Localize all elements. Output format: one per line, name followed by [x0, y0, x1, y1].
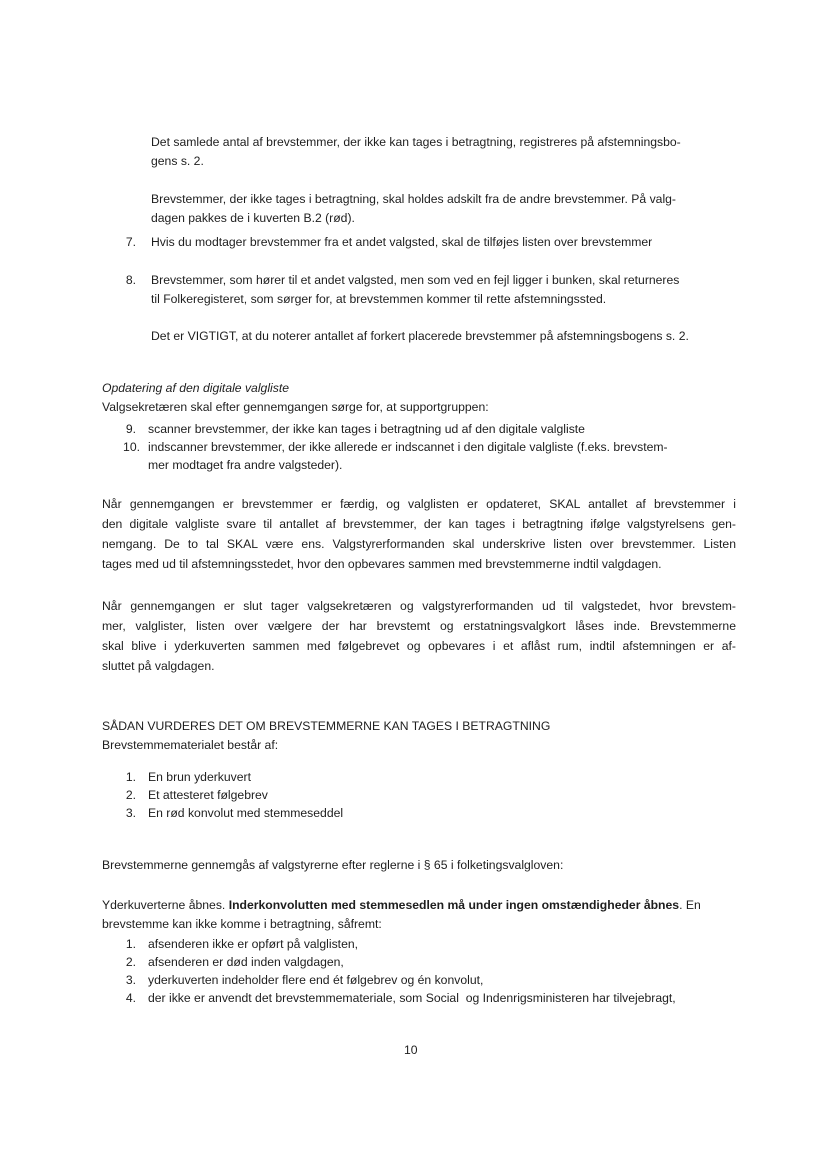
page-number: 10	[404, 1043, 418, 1057]
list-number: 2.	[125, 788, 136, 802]
list-item-text: En rød konvolut med stemmeseddel	[148, 806, 344, 820]
list-item-text: indscanner brevstemmer, der ikke allerede er indscannet i den digitale valgliste (f.eks. brevstem-	[148, 440, 668, 454]
paragraph-line: brevstemme kan ikke komme i betragtning, såfremt:	[102, 917, 382, 931]
list-number: 2.	[125, 955, 136, 969]
paragraph-text: . En	[679, 898, 701, 912]
paragraph-line: skal blive i yderkuverten sammen med følgebrevet og opbevares i et aflåst rum, indtil afstemningen er af-	[102, 639, 736, 653]
paragraph-line: tages med ud til afstemningsstedet, hvor den opbevares sammen med brevstemmerne indtil valgdagen.	[102, 557, 662, 571]
list-number: 7.	[125, 235, 136, 249]
list-item-text: afsenderen er død inden valgdagen,	[148, 955, 344, 969]
paragraph-line	[102, 896, 701, 915]
paragraph-line: Brevstemmer, der ikke tages i betragtning, skal holdes adskilt fra de andre brevstemmer. På valg-	[151, 192, 676, 206]
paragraph-line: Når gennemgangen er slut tager valgsekretæren og valgstyrerformanden ud til valgstedet, hvor brevstem-	[102, 599, 736, 613]
bold-warning: Inderkonvolutten med stemmesedlen må under ingen omstændigheder åbnes	[228, 898, 680, 912]
list-item-text: Et attesteret følgebrev	[148, 788, 268, 802]
list-item-text: Hvis du modtager brevstemmer fra et andet valgsted, skal de tilføjes listen over brevstemmer	[151, 235, 653, 249]
section-intro: Valgsekretæren skal efter gennemgangen sørge for, at supportgruppen:	[102, 400, 489, 414]
list-number: 3.	[125, 973, 136, 987]
paragraph-line: Det er VIGTIGT, at du noterer antallet af forkert placerede brevstemmer på afstemningsbogens s. 2.	[151, 329, 689, 343]
list-number: 4.	[125, 991, 136, 1005]
list-number: 8.	[125, 273, 136, 287]
list-number: 3.	[125, 806, 136, 820]
paragraph-line: den digitale valgliste svare til antallet af brevstemmer, der kan tages i betragtning ifølge valgstyrelsens gen-	[102, 517, 736, 531]
paragraph-line: Brevstemmerne gennemgås af valgstyrerne efter reglerne i § 65 i folketingsvalgloven:	[102, 858, 564, 872]
list-item-text: scanner brevstemmer, der ikke kan tages i betragtning ud af den digitale valgliste	[148, 422, 585, 436]
list-item-text: afsenderen ikke er opført på valglisten,	[148, 937, 359, 951]
section-heading-digital: Opdatering af den digitale valgliste	[102, 381, 289, 395]
list-number: 10.	[123, 440, 140, 454]
list-number: 9.	[125, 422, 136, 436]
paragraph-line: Når gennemgangen er brevstemmer er færdig, og valglisten er opdateret, SKAL antallet af brevstemmer i	[102, 497, 736, 511]
paragraph-line: sluttet på valgdagen.	[102, 659, 215, 673]
list-number: 1.	[125, 770, 136, 784]
paragraph-line: gens s. 2.	[151, 154, 204, 168]
paragraph-line: nemgang. De to tal SKAL være ens. Valgstyrerformanden skal underskrive listen over brevstemmer. Listen	[102, 537, 736, 551]
paragraph-line: Det samlede antal af brevstemmer, der ikke kan tages i betragtning, registreres på afstemningsbo-	[151, 135, 681, 149]
paragraph-line: dagen pakkes de i kuverten B.2 (rød).	[151, 211, 355, 225]
list-item-text: der ikke er anvendt det brevstemmemateriale, som Social og Indenrigsministeren har tilvejebragt,	[148, 991, 676, 1005]
list-item-text: En brun yderkuvert	[148, 770, 251, 784]
paragraph-line: mer, valglister, listen over vælgere der har brevstemt og erstatningsvalgkort låses inde. Brevstemmerne	[102, 619, 736, 633]
list-item-text: yderkuverten indeholder flere end ét følgebrev og én konvolut,	[148, 973, 484, 987]
paragraph-text: Yderkuverterne åbnes.	[102, 898, 229, 912]
list-item-text: til Folkeregisteret, som sørger for, at brevstemmen kommer til rette afstemningssted.	[151, 292, 607, 306]
section-heading-assess: SÅDAN VURDERES DET OM BREVSTEMMERNE KAN TAGES I BETRAGTNING	[102, 719, 551, 733]
list-item-text: mer modtaget fra andre valgsteder).	[148, 458, 343, 472]
section-intro: Brevstemmematerialet består af:	[102, 738, 279, 752]
list-number: 1.	[125, 937, 136, 951]
list-item-text: Brevstemmer, som hører til et andet valgsted, men som ved en fejl ligger i bunken, skal returneres	[151, 273, 680, 287]
